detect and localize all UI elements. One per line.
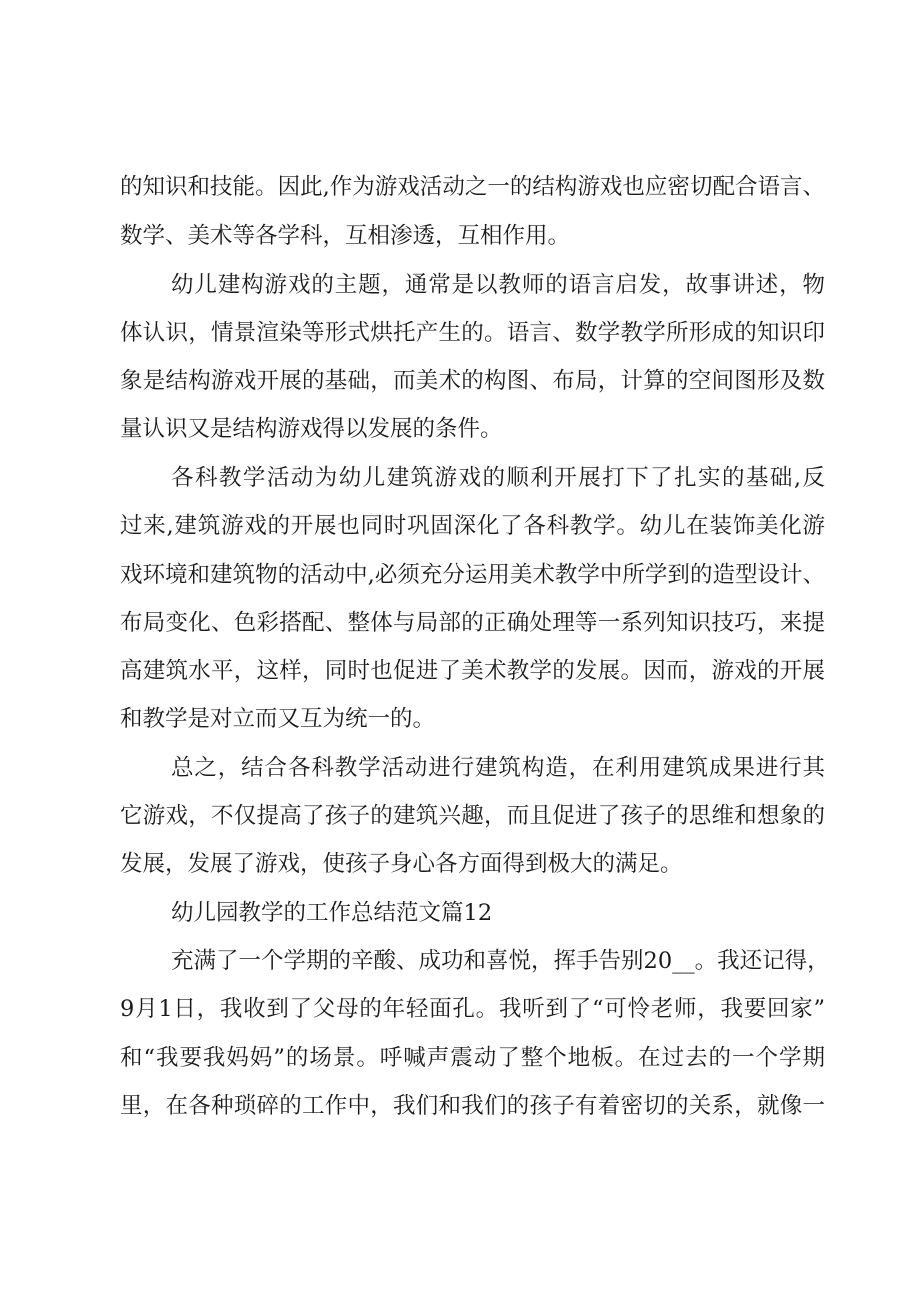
paragraph-first-line: 总之，结合各科教学活动进行建筑构造，在利用建筑成果进行其 [171, 755, 825, 781]
text-line: 里，在各种琐碎的工作中，我们和我们的孩子有着密切的关系，就像一 [120, 1093, 825, 1119]
text-line: 量认识又是结构游戏得以发展的条件。 [120, 416, 503, 442]
text-line: 高建筑水平，这样，同时也促进了美术教学的发展。因而，游戏的开展 [120, 658, 825, 684]
paragraph-first-line: 充满了一个学期的辛酸、成功和喜悦，挥手告别20__。我还记得， [171, 948, 830, 974]
text-line: 象是结构游戏开展的基础，而美术的构图、布局，计算的空间图形及数 [120, 368, 825, 394]
text-line: 数学、美术等各学科，互相渗透，互相作用。 [120, 223, 571, 249]
text-line: 它游戏，不仅提高了孩子的建筑兴趣，而且促进了孩子的思维和想象的 [120, 803, 825, 829]
section-heading: 幼儿园教学的工作总结范文篇12 [171, 900, 493, 926]
paragraph-first-line: 幼儿建构游戏的主题，通常是以教师的语言启发，故事讲述，物 [171, 272, 825, 298]
paragraph-first-line: 各科教学活动为幼儿建筑游戏的顺利开展打下了扎实的基础,反 [171, 465, 825, 491]
text-line: 和“我要我妈妈”的场景。呼喊声震动了整个地板。在过去的一个学期 [120, 1045, 825, 1071]
text-line: 和教学是对立而又互为统一的。 [120, 706, 436, 732]
text-line: 布局变化、色彩搭配、整体与局部的正确处理等一系列知识技巧，来提 [120, 610, 825, 636]
text-line: 戏环境和建筑物的活动中,必须充分运用美术教学中所学到的造型设计、 [120, 562, 825, 588]
text-line: 的知识和技能。因此,作为游戏活动之一的结构游戏也应密切配合语言、 [120, 174, 825, 200]
text-line: 发展，发展了游戏，使孩子身心各方面得到极大的满足。 [120, 851, 683, 877]
text-line: 体认识，情景渲染等形式烘托产生的。语言、数学教学所形成的知识印 [120, 320, 825, 346]
text-line: 9月1日，我收到了父母的年轻面孔。我听到了“可怜老师，我要回家” [120, 996, 825, 1022]
text-line: 过来,建筑游戏的开展也同时巩固深化了各科教学。幼儿在装饰美化游 [120, 513, 825, 539]
